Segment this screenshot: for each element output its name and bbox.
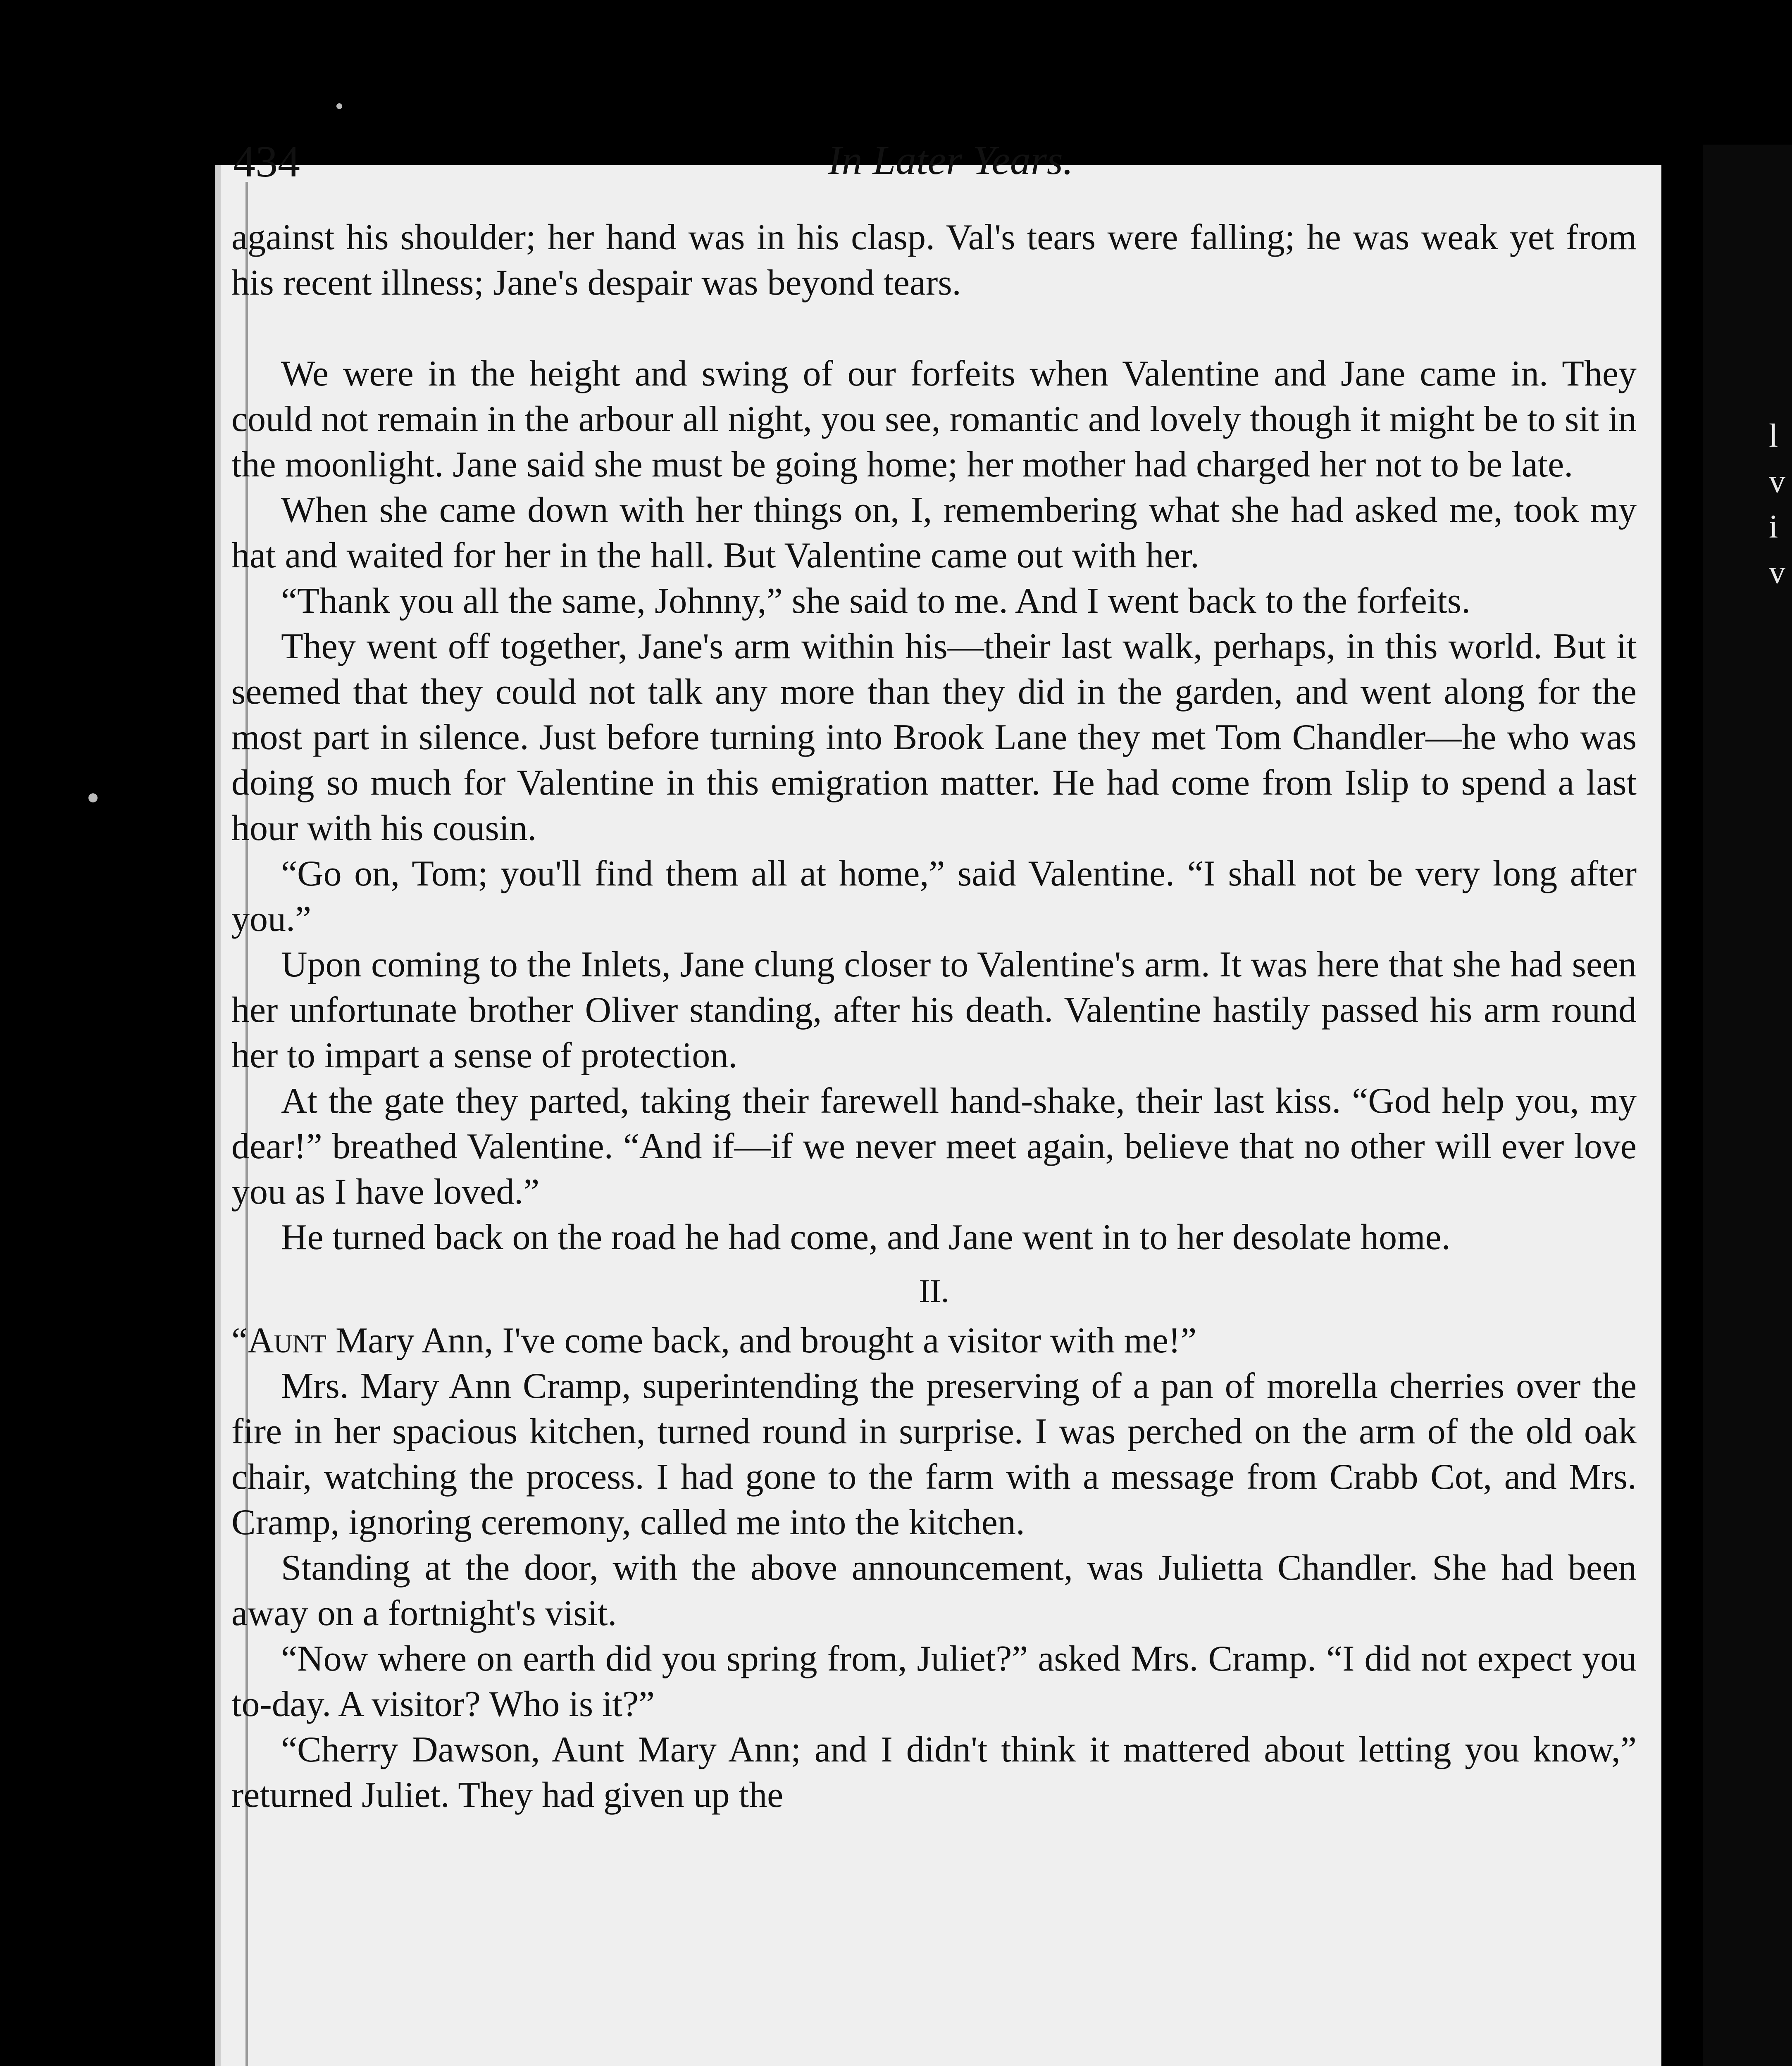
body-text <box>231 215 1637 1818</box>
paragraph: Upon coming to the Inlets, Jane clung closer to Valentine's arm. It was here that she had seen her unfortunate brother Oliver standing, after his death. Valentine hastily passed his arm round her to impart a sense of protection. <box>231 945 1637 1076</box>
paragraph: They went off together, Jane's arm within his—their last walk, perhaps, in this world. But it seemed that they could not talk any more than they did in the garden, and went along for the most part in silence. Just before turning into Brook Lane they met Tom Chandler—he who was doing so much for Valentine in this emigration matter. He had come from Islip to spend a last hour with his cousin. <box>231 626 1637 848</box>
opening-rest: Mary Ann, I've come back, and brought a visitor with me!” <box>326 1321 1197 1361</box>
paragraph: Standing at the door, with the above announcement, was Julietta Chandler. She had been away on a fortnight's visit. <box>231 1548 1637 1633</box>
running-head: In Later Years. <box>828 137 1073 183</box>
page-header <box>233 136 1668 198</box>
dust-speck <box>88 793 98 802</box>
section-number: II. <box>919 1273 949 1309</box>
paragraph: “Go on, Tom; you'll find them all at home,” said Valentine. “I shall not be very long after you.” <box>231 854 1637 939</box>
adjacent-page-letters: l v i v <box>1769 418 1785 590</box>
paragraph: “Now where on earth did you spring from, Juliet?” asked Mrs. Cramp. “I did not expect you to-day. A visitor? Who is it?” <box>231 1639 1637 1724</box>
paragraph: He turned back on the road he had come, and Jane went in to her desolate home. <box>281 1217 1451 1257</box>
dust-speck <box>336 103 342 109</box>
paragraph: “Cherry Dawson, Aunt Mary Ann; and I didn't think it mattered about letting you know,” returned Juliet. They had given up the <box>231 1730 1637 1815</box>
section-opening-paragraph <box>231 1318 1637 1364</box>
paragraph: We were in the height and swing of our forfeits when Valentine and Jane came in. They could not remain in the arbour all night, you see, romantic and lovely though it might be to sit in the moonlight. Jane said she must be going home; her mother had charged her not to be late. <box>231 354 1637 485</box>
opening-small-caps: “Aunt <box>231 1321 327 1361</box>
paragraph: “Thank you all the same, Johnny,” she said to me. And I went back to the forfeits. <box>281 581 1471 621</box>
page-number: 434 <box>233 137 300 186</box>
paragraph: When she came down with her things on, I, remembering what she had asked me, took my hat and waited for her in the hall. But Valentine came out with her. <box>231 490 1637 576</box>
paragraph: Mrs. Mary Ann Cramp, superintending the preserving of a pan of morella cherries over the fire in her spacious kitchen, turned round in surprise. I was perched on the arm of the old oak chair, watching the process. I had gone to the farm with a message from Crabb Cot, and Mrs. Cramp, ignoring ceremony, called me into the kitchen. <box>231 1366 1637 1542</box>
paragraph: At the gate they parted, taking their farewell hand-shake, their last kiss. “God help you, my dear!” breathed Valentine. “And if—if we never meet again, believe that no other will ever love you as I have loved.” <box>231 1081 1637 1212</box>
paragraph: against his shoulder; her hand was in his clasp. Val's tears were falling; he was weak yet from his recent illness; Jane's despair was beyond tears. <box>231 217 1637 303</box>
